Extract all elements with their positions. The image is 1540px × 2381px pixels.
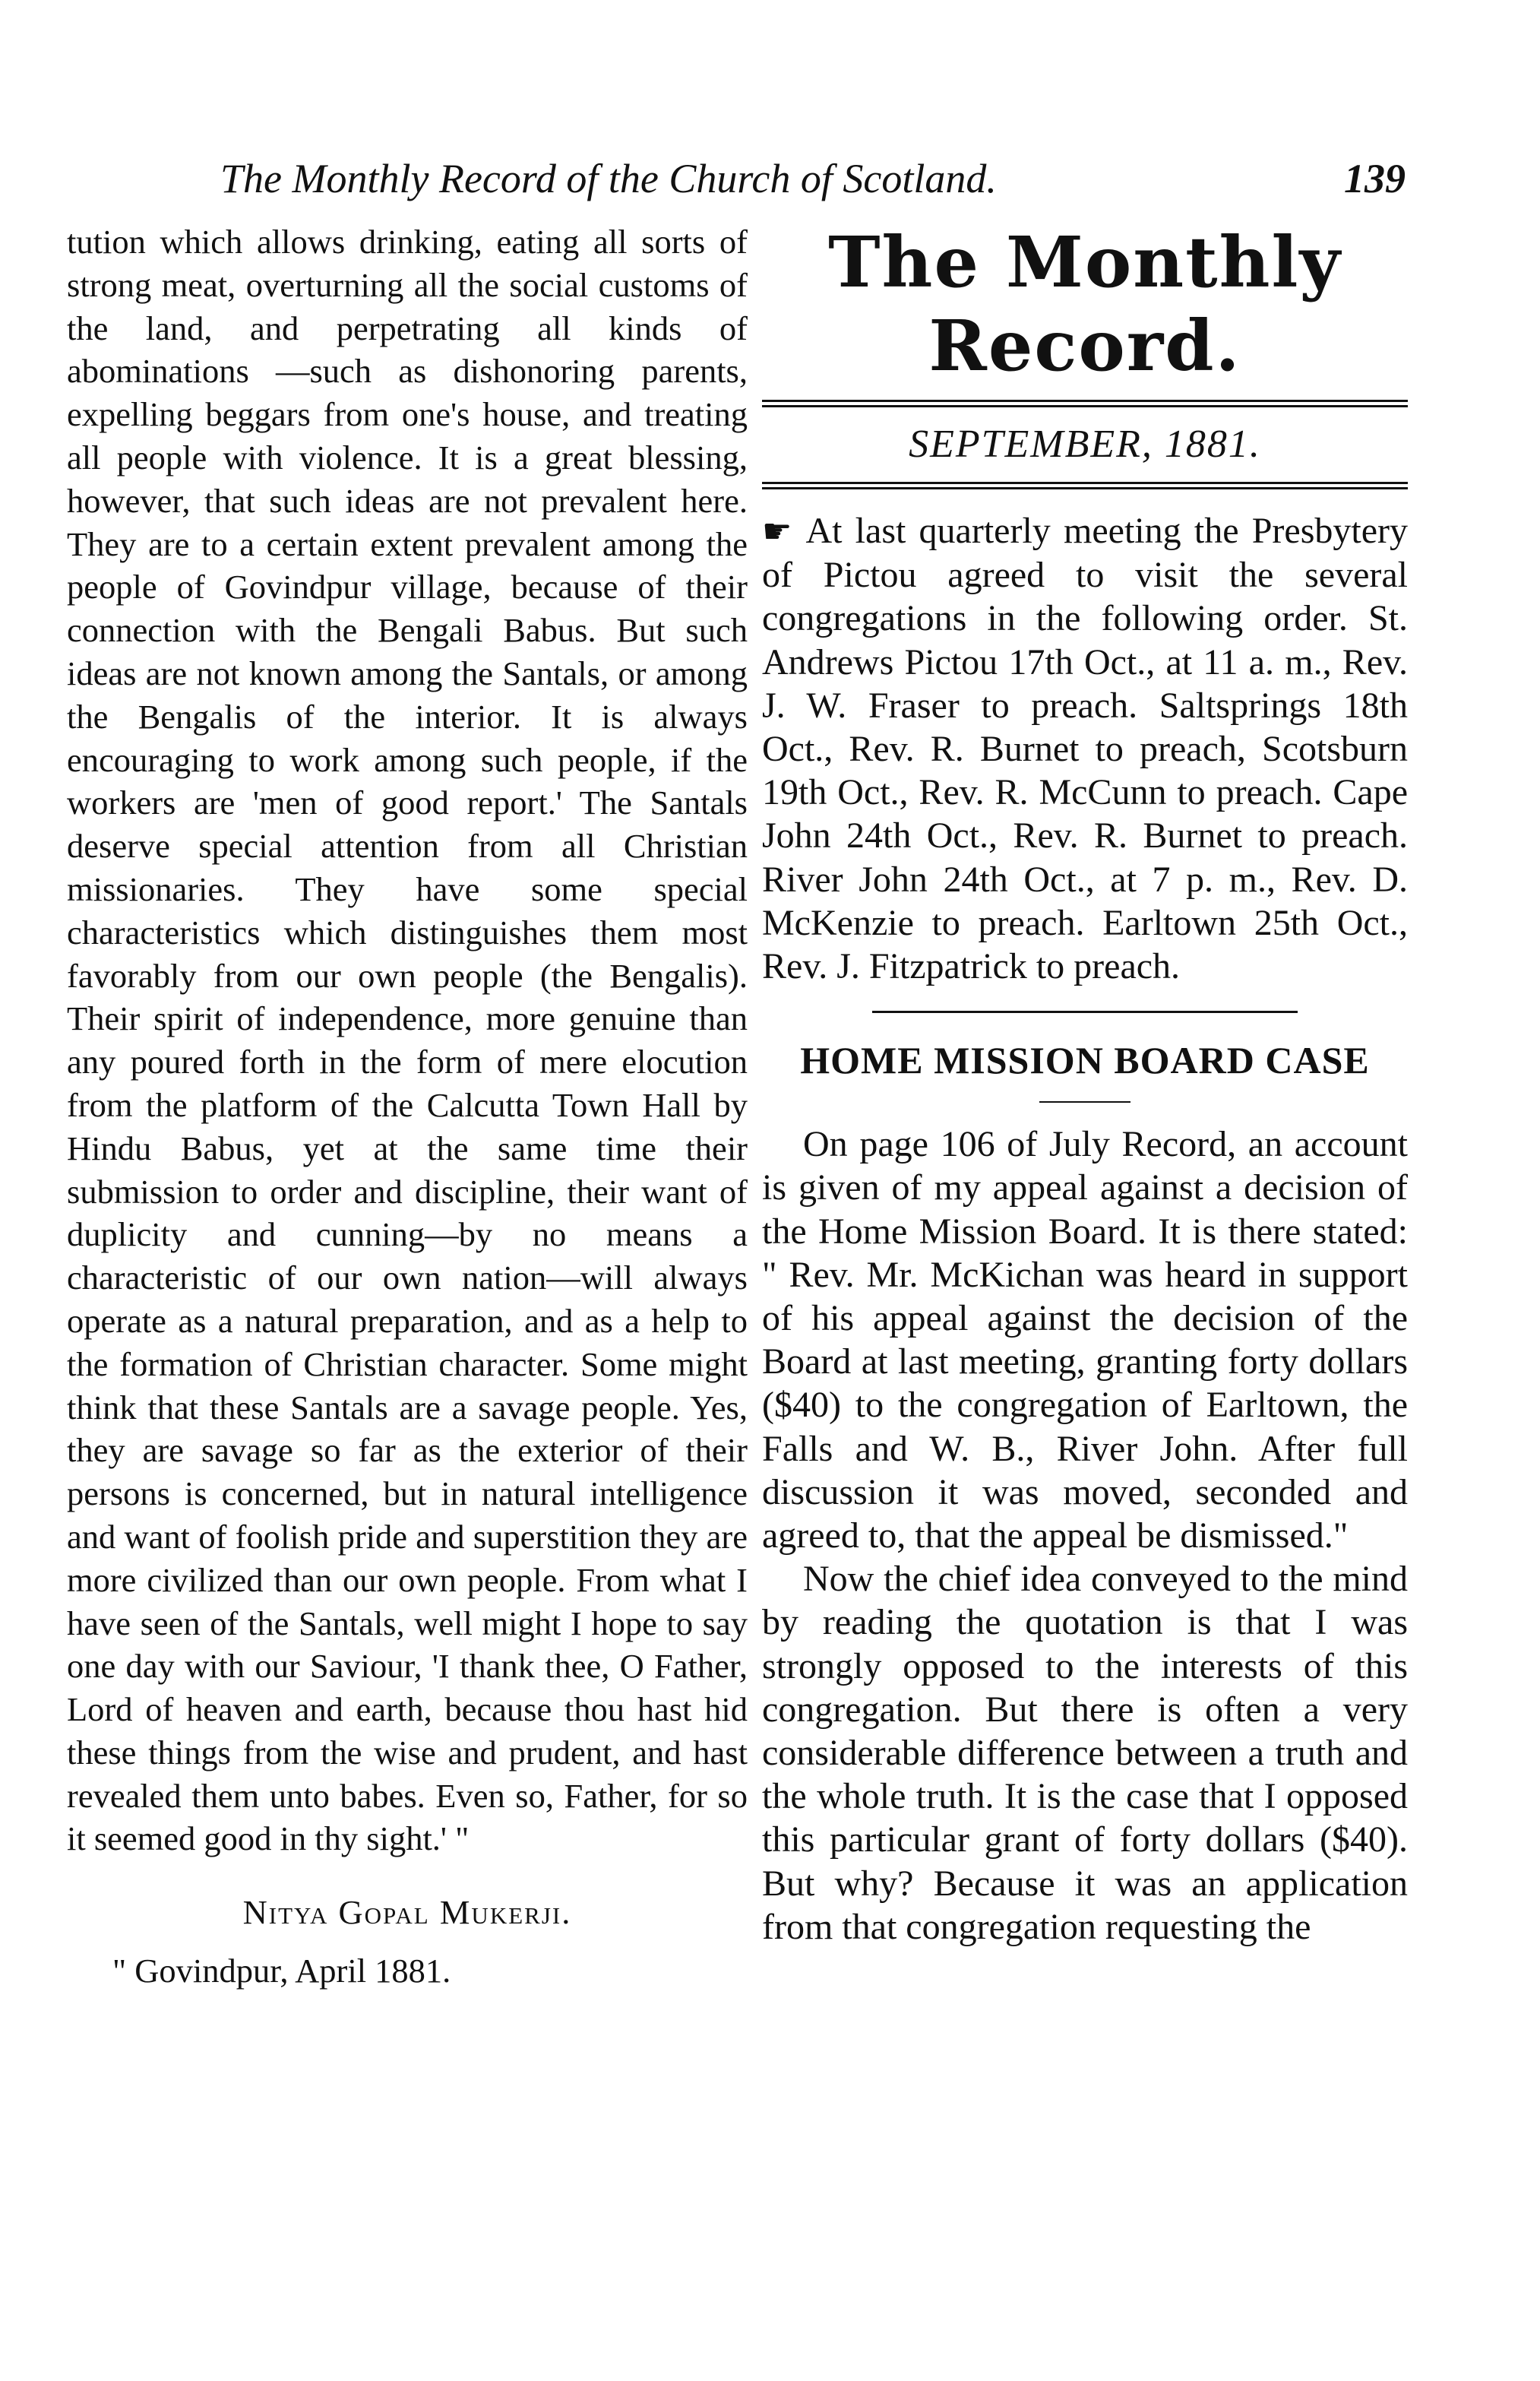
issue-date: SEPTEMBER, 1881. bbox=[909, 423, 1261, 466]
right-column bbox=[762, 220, 1408, 1949]
page-number: 139 bbox=[1344, 156, 1406, 201]
presbytery-notice bbox=[762, 509, 1408, 988]
double-rule-top bbox=[762, 400, 1408, 407]
pointing-hand-icon: ☛ bbox=[762, 513, 792, 550]
left-column bbox=[67, 220, 748, 1993]
right-paragraph-1: On page 106 of July Record, an account is given of my appeal against a decision of the Home Mission Board. It is there stated: " Rev. Mr. McKichan was heard in support of his appeal against the decision of the Board at last meeting, granting forty dollars ($40) to the congregation of Earltown, the Falls and W. B., River John. After full discussion it was moved, seconded and agreed to, that the appeal be dismissed." bbox=[762, 1124, 1408, 1556]
signature: Nitya Gopal Mukerji. bbox=[242, 1893, 572, 1932]
masthead: The Monthly Record. bbox=[828, 221, 1342, 387]
section-divider bbox=[872, 1011, 1298, 1013]
section-title: HOME MISSION BOARD CASE bbox=[800, 1039, 1370, 1082]
notice-text: At last quarterly meeting the Presbytery of Pictou agreed to visit the several congregations in the following order. St. Andrews Pictou 17th Oct., at 11 a. m., Rev. J. W. Fraser to preach. Saltsprings 18th Oct., Rev. R. Burnet to preach, Scotsburn 19th Oct., Rev. R. McCunn to preach. Cape John 24th Oct., Rev. R. Burnet to preach. River John 24th Oct., at 7 p. m., Rev. D. McKenzie to preach. Earltown 25th Oct., Rev. J. Fitzpatrick to preach. bbox=[762, 511, 1408, 987]
running-head bbox=[220, 152, 1406, 205]
title-underline bbox=[1039, 1101, 1130, 1103]
double-rule-bottom bbox=[762, 482, 1408, 489]
journal-title: The Monthly Record of the Church of Scotland. bbox=[220, 156, 997, 201]
right-paragraph-2: Now the chief idea conveyed to the mind by reading the quotation is that I was strongly opposed to the interests of this congregation. But there is often a very considerable difference between a truth and the whole truth. It is the case that I opposed this particular grant of forty dollars ($40). But why? Because it was an application from that congregation requesting the bbox=[762, 1559, 1408, 1947]
dateline: " Govindpur, April 1881. bbox=[112, 1952, 451, 1990]
left-paragraph: tution which allows drinking, eating all sorts of strong meat, overturning all the social customs of the land, and perpetrating all kinds of abominations —such as dishonoring parents, expelling beggars from one's house, and treating all people with violence. It is a great blessing, however, that such ideas are not prevalent here. They are to a certain extent prevalent among the people of Govindpur village, because of their connection with the Bengali Babus. But such ideas are not known among the Santals, or among the Bengalis of the interior. It is always encouraging to work among such people, if the workers are 'men of good report.' The Santals deserve special attention from all Christian missionaries. They have some special characteristics which distinguishes them most favorably from our own people (the Bengalis). Their spirit of independence, more genuine than any poured forth in the form of mere elocution from the platform of the Calcutta Town Hall by Hindu Babus, yet at the same time their submission to order and discipline, their want of duplicity and cunning—by no means a characteristic of our own nation—will always operate as a natural preparation, and as a help to the formation of Christian character. Some might think that these Santals are a savage people. Yes, they are savage so far as the exterior of their persons is concerned, but in natural intelligence and want of foolish pride and superstition they are more civilized than our own people. From what I have seen of the Santals, well might I hope to say one day with our Saviour, 'I thank thee, O Father, Lord of heaven and earth, because thou hast hid these things from the wise and prudent, and hast revealed them unto babes. Even so, Father, for so it seemed good in thy sight.' " bbox=[67, 223, 748, 1858]
